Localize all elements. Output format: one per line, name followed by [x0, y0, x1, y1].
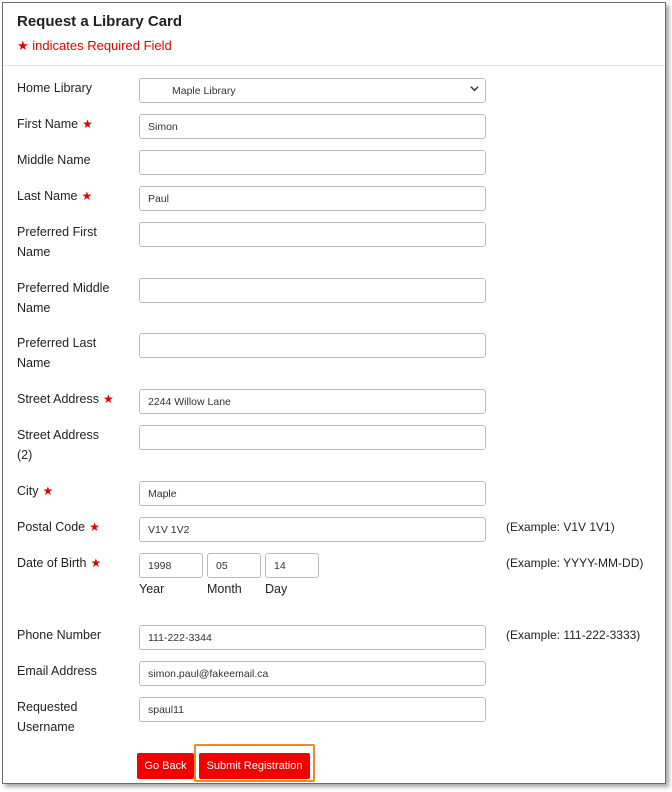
last-name-input[interactable] [139, 186, 486, 211]
email-address-label: Email Address [17, 664, 97, 678]
preferred-last-name-label: Preferred Last Name [17, 336, 97, 370]
required-star-icon: ★ [81, 189, 93, 203]
dob-year-input[interactable] [139, 553, 203, 578]
last-name-label: Last Name ★ [17, 189, 93, 203]
home-library-label: Home Library [17, 81, 93, 95]
preferred-middle-name-label: Preferred Middle Name [17, 281, 110, 315]
dob-year-label: Year [139, 582, 165, 596]
phone-example: (Example: 111-222-3333) [506, 628, 641, 642]
registration-panel [2, 2, 666, 784]
submit-registration-button[interactable]: Submit Registration [199, 753, 310, 779]
home-library-selected-value: Maple Library [172, 85, 236, 97]
middle-name-input[interactable] [139, 150, 486, 175]
page-title: Request a Library Card [17, 13, 183, 30]
preferred-first-name-input[interactable] [139, 222, 486, 247]
dob-day-label: Day [265, 582, 288, 596]
city-label: City ★ [17, 484, 54, 498]
preferred-last-name-input[interactable] [139, 333, 486, 358]
requested-username-label: Requested Username [17, 700, 78, 734]
email-address-input[interactable] [139, 661, 486, 686]
required-field-note [17, 38, 172, 54]
required-star-icon: ★ [82, 117, 93, 131]
required-star-icon: ★ [90, 556, 102, 570]
dob-month-input[interactable] [207, 553, 261, 578]
postal-code-input[interactable] [139, 517, 486, 542]
required-star-icon: ★ [103, 392, 114, 406]
date-of-birth-label: Date of Birth ★ [17, 556, 102, 570]
header-divider [3, 65, 665, 66]
preferred-middle-name-input[interactable] [139, 278, 486, 303]
home-library-select[interactable] [139, 78, 486, 103]
phone-number-label: Phone Number [17, 628, 102, 642]
postal-code-example: (Example: V1V 1V1) [506, 520, 615, 534]
requested-username-input[interactable] [139, 697, 486, 722]
preferred-first-name-label: Preferred First Name [17, 225, 97, 259]
go-back-button[interactable]: Go Back [137, 753, 194, 779]
required-star-icon: ★ [89, 520, 100, 534]
postal-code-label: Postal Code ★ [17, 520, 100, 534]
chevron-down-icon [470, 84, 479, 93]
city-input[interactable] [139, 481, 486, 506]
required-star-icon: ★ [42, 484, 54, 498]
street-address-2-input[interactable] [139, 425, 486, 450]
first-name-label: First Name ★ [17, 117, 93, 131]
dob-day-input[interactable] [265, 553, 319, 578]
dob-month-label: Month [207, 582, 242, 596]
street-address-2-label: Street Address (2) [17, 428, 99, 462]
dob-example: (Example: YYYY-MM-DD) [506, 556, 644, 570]
required-star-icon: ★ [17, 38, 29, 53]
required-note-text: indicates Required Field [32, 38, 172, 53]
street-address-input[interactable] [139, 389, 486, 414]
first-name-input[interactable] [139, 114, 486, 139]
street-address-label: Street Address ★ [17, 392, 114, 406]
middle-name-label: Middle Name [17, 153, 91, 167]
phone-number-input[interactable] [139, 625, 486, 650]
